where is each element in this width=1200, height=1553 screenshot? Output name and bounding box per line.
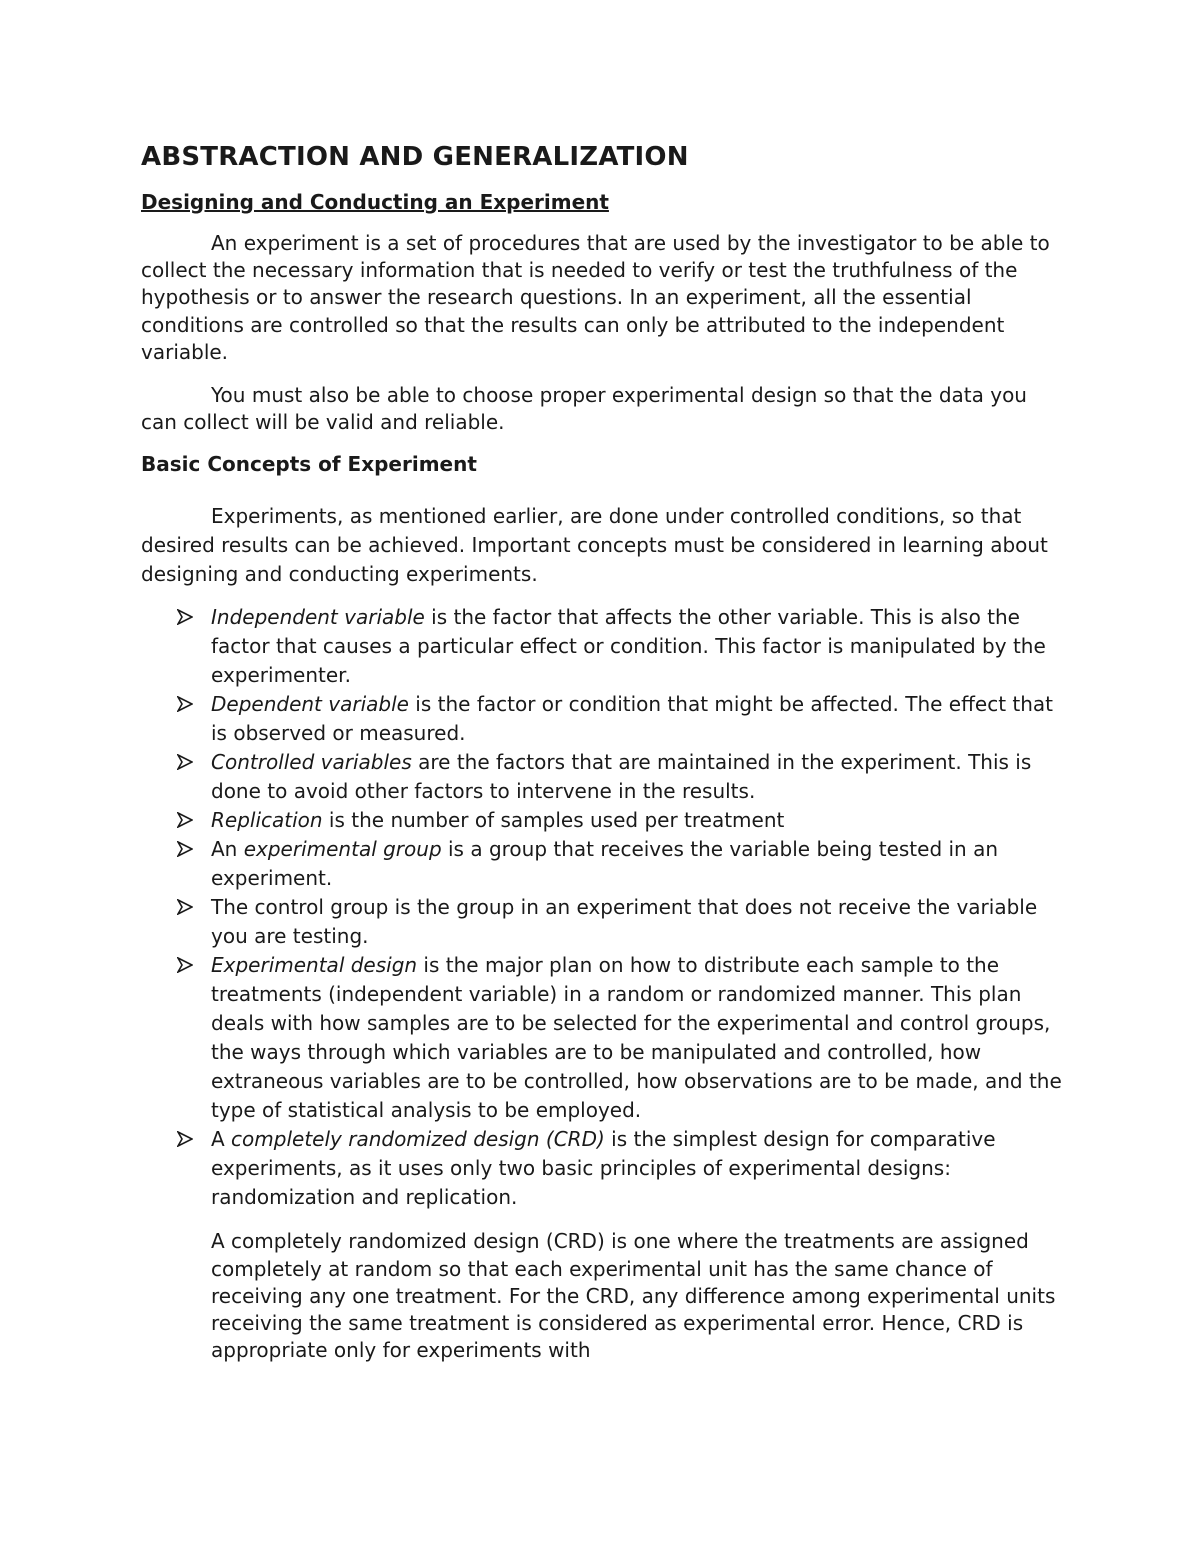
list-item: Replication is the number of samples used per treatment [141,806,1066,835]
document-page [141,140,1066,1364]
arrowhead-bullet-icon [177,812,193,828]
list-item: A completely randomized design (CRD) is the simplest design for comparative experiments, as it uses only two basic principles of experimental designs: randomization and replication. [141,1125,1066,1212]
list-item: Controlled variables are the factors that are maintained in the experiment. This is done to avoid other factors to intervene in the results. [141,748,1066,806]
paragraph-experimental-design: You must also be able to choose proper experimental design so that the data you can collect will be valid and reliable. [141,383,1027,435]
list-item: The control group is the group in an experiment that does not receive the variable you are testing. [141,893,1066,951]
arrowhead-bullet-icon [177,899,193,915]
section-heading-basic-concepts: Basic Concepts of Experiment [141,452,477,477]
list-item: An experimental group is a group that receives the variable being tested in an experiment. [141,835,1066,893]
term: Independent variable [211,605,425,630]
arrowhead-bullet-icon [177,609,193,625]
paragraph-crd-explanation: A completely randomized design (CRD) is one where the treatments are assigned completely at random so that each experimental unit has the same chance of receiving any one treatment. For the CRD, any difference among experimental units receiving the same treatment is considered as experimental error. Hence, CRD is appropriate only for experiments with [211,1229,1056,1363]
paragraph-experiment-definition: An experiment is a set of procedures that are used by the investigator to be able to collect the necessary information that is needed to verify or test the truthfulness of the hypothesis or to answer the research questions. In an experiment, all the essential conditions are controlled so that the results can only be attributed to the independent variable. [141,231,1050,364]
term: Controlled variables [211,750,412,775]
term: experimental group [243,837,442,862]
term: Replication [211,808,323,833]
concepts-list [141,603,1066,1212]
arrowhead-bullet-icon [177,696,193,712]
arrowhead-bullet-icon [177,1131,193,1147]
term: completely randomized design (CRD) [231,1127,605,1152]
page-title: ABSTRACTION AND GENERALIZATION [141,142,689,172]
section-heading-designing: Designing and Conducting an Experiment [141,190,609,214]
paragraph-concepts-intro: Experiments, as mentioned earlier, are done under controlled conditions, so that desired results can be achieved. Important concepts must be considered in learning about designing and conducting experiments. [141,504,1048,587]
term: Dependent variable [211,692,409,717]
arrowhead-bullet-icon [177,754,193,770]
list-item: Experimental design is the major plan on how to distribute each sample to the treatments (independent variable) in a random or randomized manner. This plan deals with how samples are to be selected for the experimental and control groups, the ways through which variables are to be manipulated and controlled, how extraneous variables are to be controlled, how observations are to be made, and the type of statistical analysis to be employed. [141,951,1066,1125]
arrowhead-bullet-icon [177,957,193,973]
list-item: Dependent variable is the factor or condition that might be affected. The effect that is observed or measured. [141,690,1066,748]
arrowhead-bullet-icon [177,841,193,857]
list-item: Independent variable is the factor that affects the other variable. This is also the factor that causes a particular effect or condition. This factor is manipulated by the experimenter. [141,603,1066,690]
term: Experimental design [211,953,418,978]
